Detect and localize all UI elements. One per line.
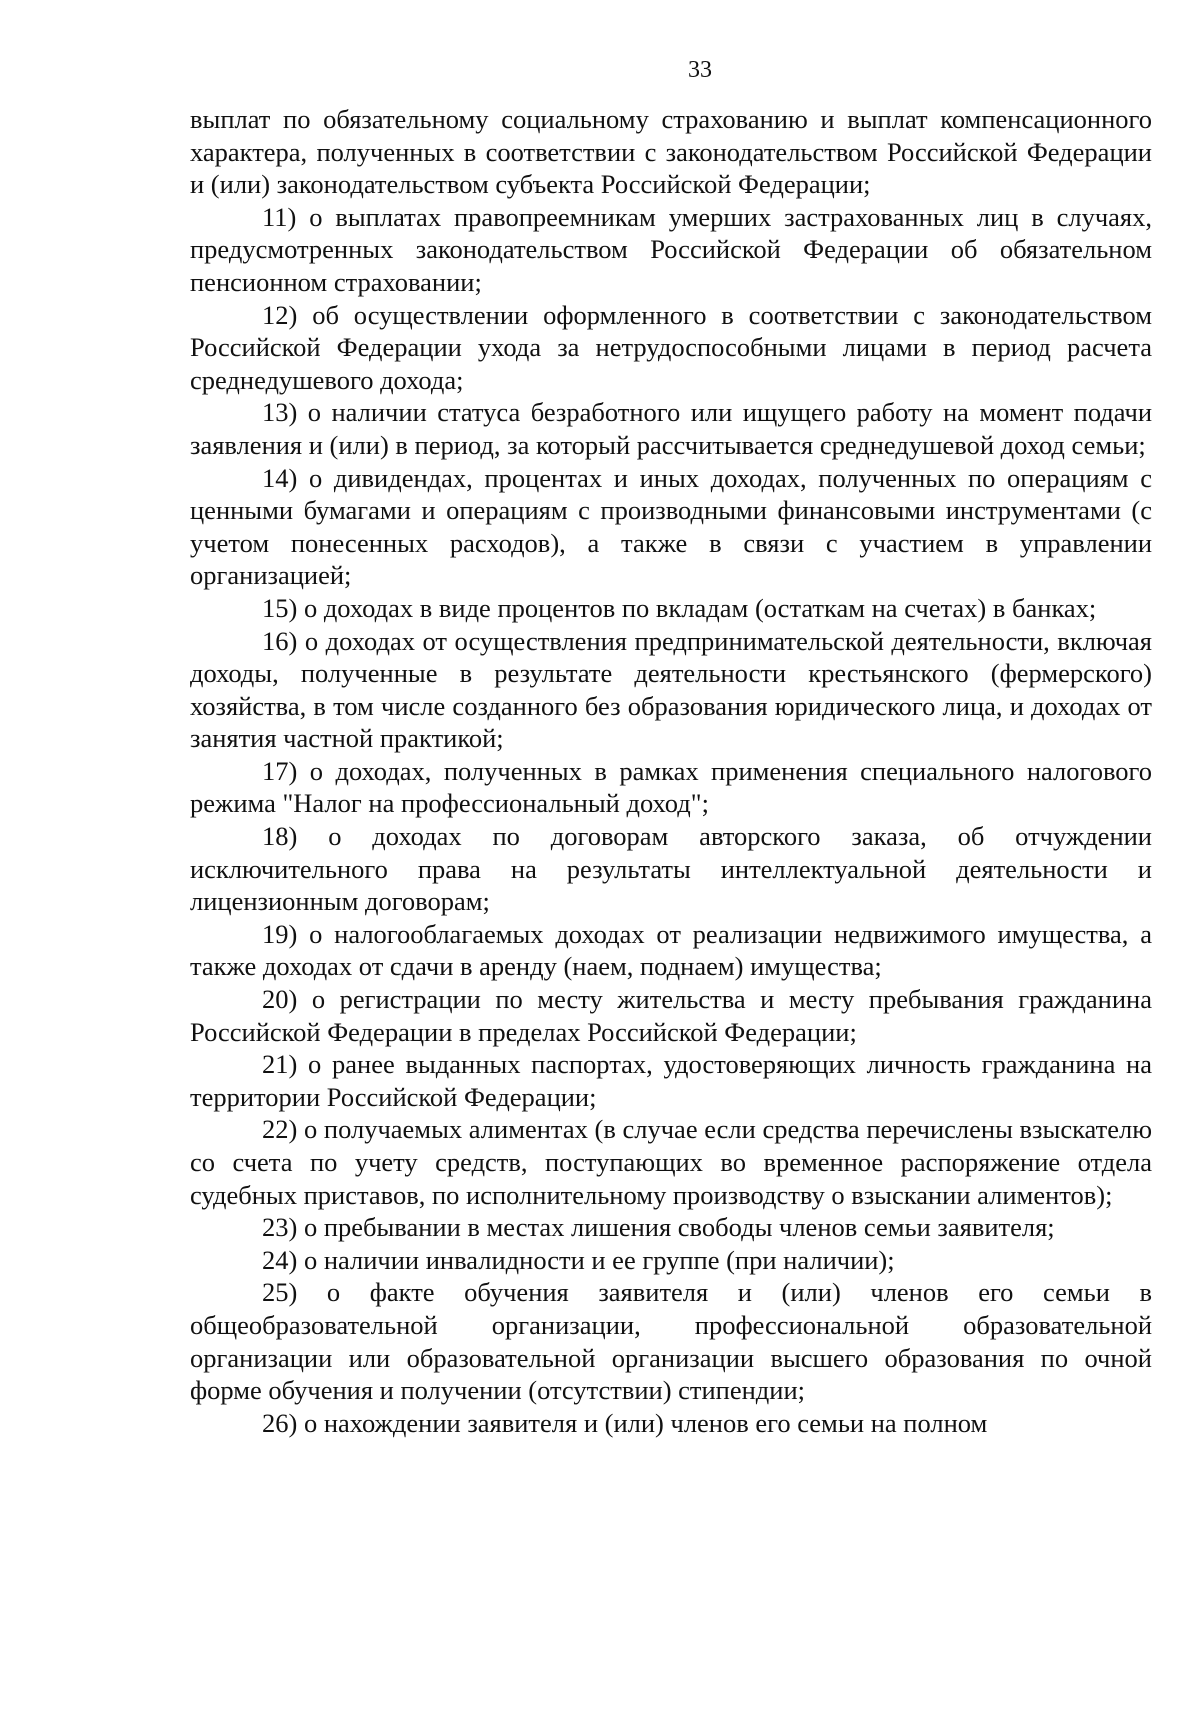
paragraph-continuation: выплат по обязательному социальному страхованию и выплат компенсационного характера, полученных в соответствии с законодательством Российской Федерации и (или) законодательством субъекта Российской Федерации; xyxy=(190,104,1152,200)
paragraph-item-11: 11) о выплатах правопреемникам умерших застрахованных лиц в случаях, предусмотренных законодательством Российской Федерации об обязательном пенсионном страховании; xyxy=(190,201,1152,297)
paragraph-item-12: 12) об осуществлении оформленного в соответствии с законодательством Российской Федерации ухода за нетрудоспособными лицами в период расчета среднедушевого дохода; xyxy=(190,299,1152,395)
paragraph-item-15: 15) о доходах в виде процентов по вкладам (остаткам на счетах) в банках; xyxy=(262,592,1097,623)
page-number: 33 xyxy=(688,57,712,83)
paragraph-item-16: 16) о доходах от осуществления предпринимательской деятельности, включая доходы, полученные в результате деятельности крестьянского (фермерского) хозяйства, в том числе созданного без образования юридического лица, и доходах от занятия частной практикой; xyxy=(190,625,1152,754)
paragraph-item-26: 26) о нахождении заявителя и (или) членов его семьи на полном xyxy=(262,1407,988,1438)
paragraph-item-24: 24) о наличии инвалидности и ее группе (при наличии); xyxy=(262,1244,895,1275)
paragraph-item-25: 25) о факте обучения заявителя и (или) членов его семьи в общеобразовательной организации, профессиональной образовательной организации или образовательной организации высшего образования по очной форме обучения и получении (отсутствии) стипендии; xyxy=(190,1277,1152,1406)
paragraph-item-19: 19) о налогооблагаемых доходах от реализации недвижимого имущества, а также доходах от сдачи в аренду (наем, поднаем) имущества; xyxy=(190,918,1152,982)
paragraph-item-17: 17) о доходах, полученных в рамках применения специального налогового режима "Налог на профессиональный доход"; xyxy=(190,755,1152,819)
paragraph-item-20: 20) о регистрации по месту жительства и месту пребывания гражданина Российской Федерации в пределах Российской Федерации; xyxy=(190,984,1152,1047)
paragraph-item-14: 14) о дивидендах, процентах и иных доходах, полученных по операциям с ценными бумагами и операциям с производными финансовыми инструментами (с учетом понесенных расходов), а также в связи с участием в управлении организацией; xyxy=(190,462,1152,591)
paragraph-item-18: 18) о доходах по договорам авторского заказа, об отчуждении исключительного права на результаты интеллектуальной деятельности и лицензионным договорам; xyxy=(190,821,1152,917)
paragraph-item-23: 23) о пребывании в местах лишения свободы членов семьи заявителя; xyxy=(262,1212,1055,1243)
document-body xyxy=(190,103,1152,1439)
paragraph-item-21: 21) о ранее выданных паспортах, удостоверяющих личность гражданина на территории Российской Федерации; xyxy=(190,1049,1152,1112)
paragraph-item-22: 22) о получаемых алиментах (в случае если средства перечислены взыскателю со счета по учету средств, поступающих во временное распоряжение отдела судебных приставов, по исполнительному производству о взыскании алиментов); xyxy=(190,1114,1152,1210)
paragraph-item-13: 13) о наличии статуса безработного или ищущего работу на момент подачи заявления и (или) в период, за который рассчитывается среднедушевой доход семьи; xyxy=(190,397,1152,460)
